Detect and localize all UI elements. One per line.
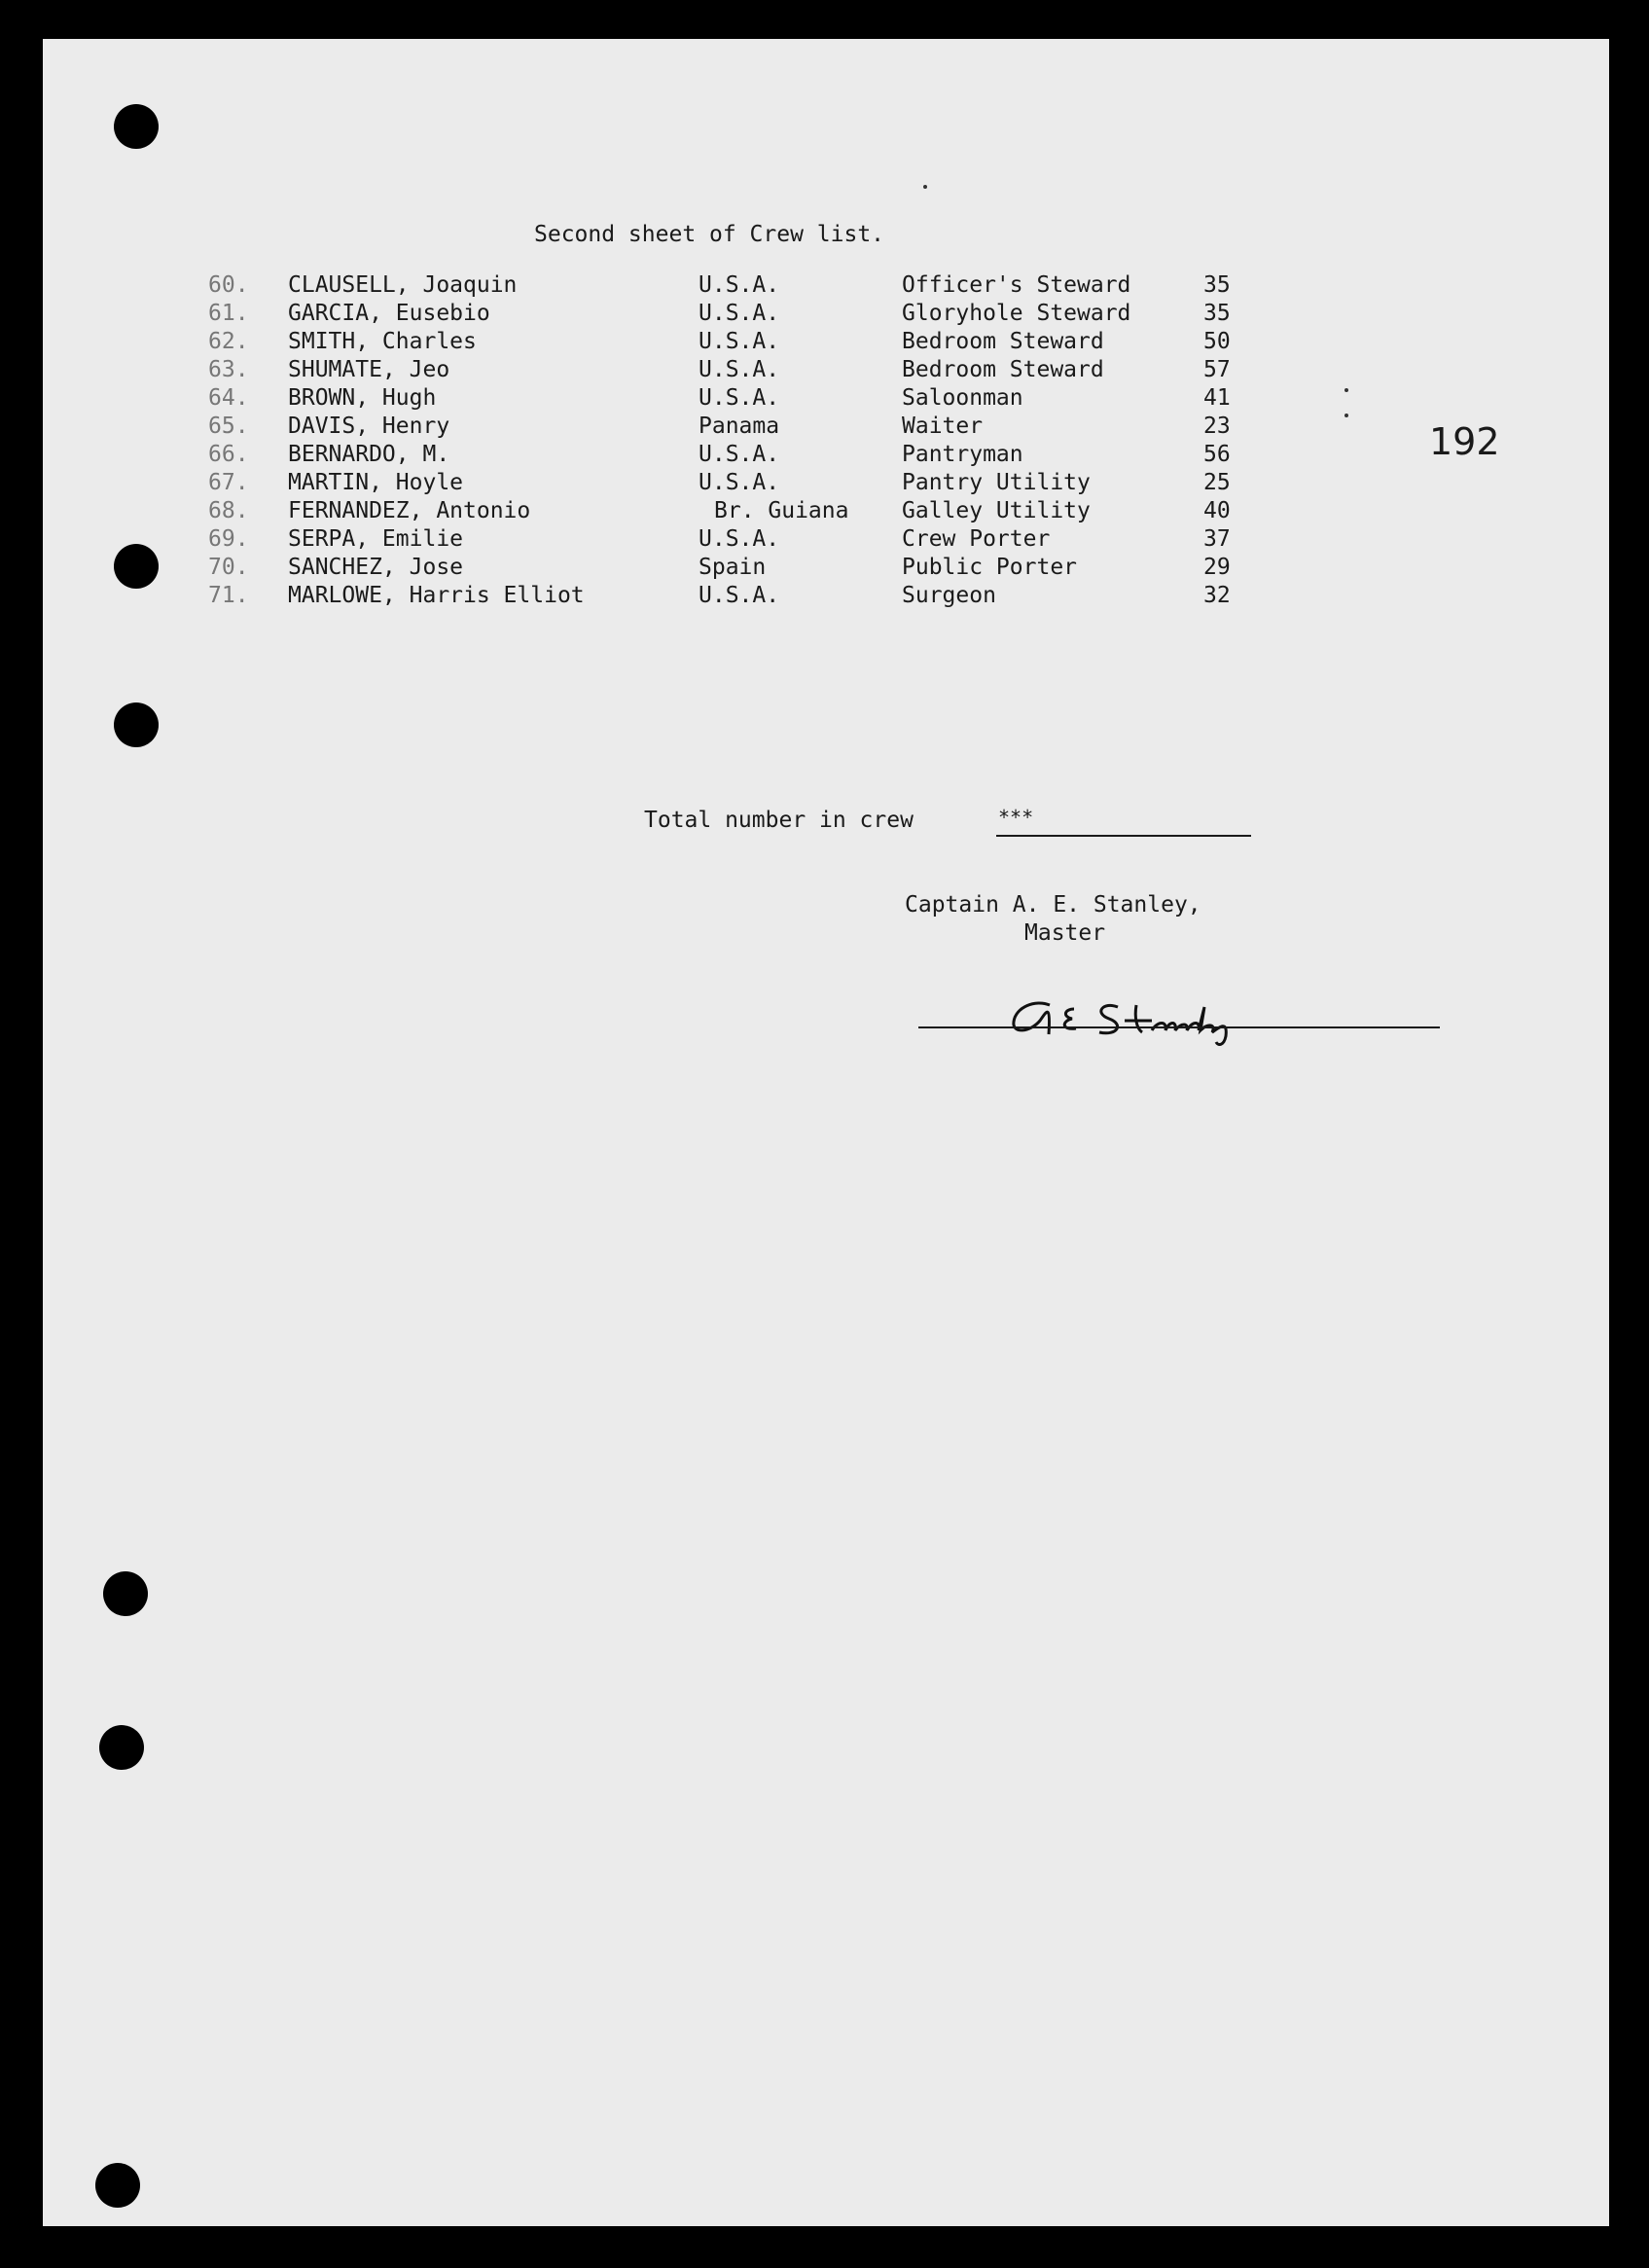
crew-nationality: U.S.A. [699,442,780,467]
crew-nationality: Panama [699,414,780,439]
crew-number: 71. [208,583,249,608]
crew-row [208,526,1327,555]
ink-speck [923,185,927,189]
punch-hole [95,2163,140,2208]
crew-age: 32 [1203,583,1231,608]
crew-rating: Gloryhole Steward [902,301,1131,326]
crew-nationality: Spain [699,555,767,580]
crew-row [208,555,1327,583]
crew-name: CLAUSELL, Joaquin [288,272,518,298]
crew-age: 35 [1203,301,1231,326]
crew-rating: Bedroom Steward [902,357,1104,382]
crew-nationality: U.S.A. [699,272,780,298]
crew-rating: Pantry Utility [902,470,1091,495]
master-title: Master [1024,920,1106,946]
crew-row [208,272,1327,301]
total-crew-value: *** [996,806,1251,837]
crew-number: 60. [208,272,249,298]
crew-row [208,583,1327,611]
crew-age: 29 [1203,555,1231,580]
crew-row [208,470,1327,498]
crew-name: BERNARDO, M. [288,442,450,467]
crew-rating: Crew Porter [902,526,1051,552]
crew-age: 57 [1203,357,1231,382]
crew-age: 41 [1203,385,1231,411]
total-crew-label: Total number in crew [644,808,914,833]
crew-nationality: U.S.A. [699,301,780,326]
crew-name: SMITH, Charles [288,329,477,354]
punch-hole [114,544,159,589]
crew-list [208,272,1327,611]
crew-name: MARLOWE, Harris Elliot [288,583,585,608]
crew-name: MARTIN, Hoyle [288,470,464,495]
crew-nationality: U.S.A. [699,526,780,552]
crew-number: 64. [208,385,249,411]
crew-name: GARCIA, Eusebio [288,301,490,326]
crew-rating: Surgeon [902,583,996,608]
crew-number: 70. [208,555,249,580]
crew-name: SERPA, Emilie [288,526,464,552]
crew-number: 63. [208,357,249,382]
signature-line [918,1026,1440,1028]
crew-number: 61. [208,301,249,326]
punch-hole [114,104,159,149]
crew-age: 56 [1203,442,1231,467]
crew-number: 68. [208,498,249,523]
crew-row [208,329,1327,357]
page-number: 192 [1429,420,1500,463]
crew-nationality: U.S.A. [699,470,780,495]
crew-age: 25 [1203,470,1231,495]
ink-speck [1344,388,1348,392]
captain-name: Captain A. E. Stanley, [905,892,1201,918]
sheet-heading: Second sheet of Crew list. [534,222,885,247]
crew-nationality: U.S.A. [699,583,780,608]
crew-row [208,414,1327,442]
crew-number: 67. [208,470,249,495]
crew-rating: Galley Utility [902,498,1091,523]
crew-row [208,442,1327,470]
crew-age: 35 [1203,272,1231,298]
crew-rating: Bedroom Steward [902,329,1104,354]
crew-rating: Saloonman [902,385,1023,411]
crew-number: 65. [208,414,249,439]
crew-rating: Officer's Steward [902,272,1131,298]
crew-name: SHUMATE, Jeo [288,357,450,382]
handwritten-signature [918,988,1415,1046]
ink-speck [1344,414,1348,417]
crew-number: 69. [208,526,249,552]
crew-row [208,301,1327,329]
crew-name: FERNANDEZ, Antonio [288,498,531,523]
document-page [43,39,1609,2226]
crew-age: 50 [1203,329,1231,354]
crew-age: 23 [1203,414,1231,439]
crew-rating: Pantryman [902,442,1023,467]
crew-name: SANCHEZ, Jose [288,555,464,580]
crew-nationality: U.S.A. [699,357,780,382]
crew-row [208,498,1327,526]
crew-number: 62. [208,329,249,354]
crew-name: DAVIS, Henry [288,414,450,439]
crew-number: 66. [208,442,249,467]
crew-row [208,385,1327,414]
crew-rating: Waiter [902,414,984,439]
crew-nationality: Br. Guiana [714,498,849,523]
punch-hole [114,702,159,747]
crew-row [208,357,1327,385]
punch-hole [99,1725,144,1770]
crew-age: 37 [1203,526,1231,552]
crew-rating: Public Porter [902,555,1078,580]
punch-hole [103,1571,148,1616]
crew-age: 40 [1203,498,1231,523]
crew-nationality: U.S.A. [699,329,780,354]
crew-nationality: U.S.A. [699,385,780,411]
crew-name: BROWN, Hugh [288,385,437,411]
